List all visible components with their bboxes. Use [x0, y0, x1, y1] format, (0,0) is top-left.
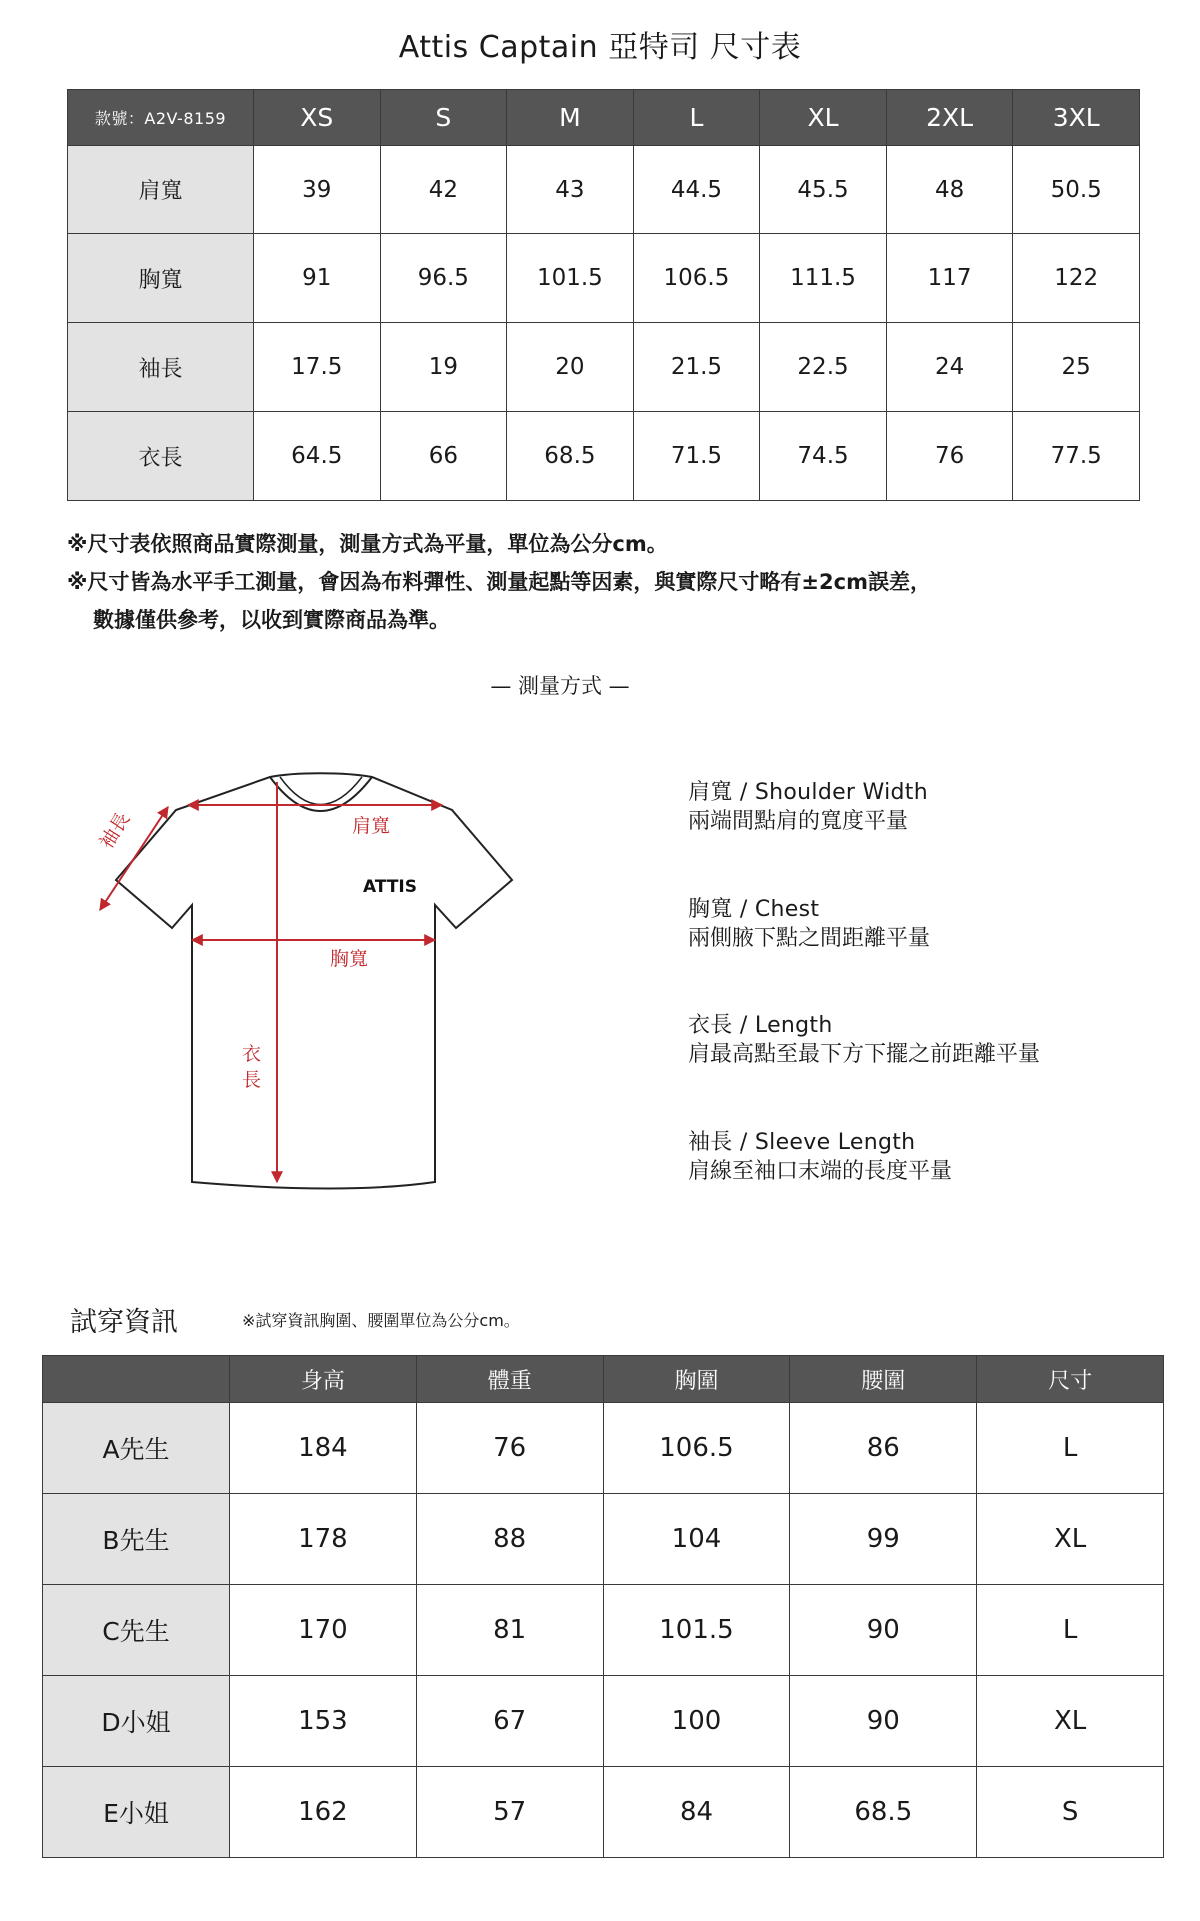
- fit-cell: 106.5: [603, 1403, 790, 1494]
- row-label: 衣長: [68, 412, 254, 501]
- size-cell: 45.5: [760, 146, 887, 234]
- fit-row-label: A先生: [43, 1403, 230, 1494]
- description-text: 兩側腋下點之間距離平量: [688, 926, 931, 951]
- page-title: Attis Captain 亞特司 尺寸表: [398, 30, 802, 65]
- size-cell: 122: [1013, 234, 1140, 323]
- size-header: 2XL: [886, 90, 1013, 146]
- row-label: 肩寬: [68, 146, 254, 234]
- fit-note: ※試穿資訊胸圍、腰圍單位為公分cm。: [242, 1311, 520, 1330]
- fit-cell: XL: [977, 1676, 1164, 1767]
- fit-header-empty: [43, 1356, 230, 1403]
- description-text: 兩端間點肩的寬度平量: [688, 809, 909, 834]
- fit-cell: 57: [416, 1767, 603, 1858]
- fit-row: [43, 1676, 1164, 1767]
- length-description: [688, 1011, 1040, 1069]
- fit-table: [42, 1355, 1164, 1858]
- fit-cell: 184: [230, 1403, 417, 1494]
- fit-cell: 153: [230, 1676, 417, 1767]
- length-label-bottom: 長: [242, 1069, 262, 1091]
- description-title: 胸寬 / Chest: [688, 897, 820, 922]
- size-header: L: [633, 90, 760, 146]
- chest-label: 胸寬: [330, 948, 369, 970]
- size-cell: 64.5: [254, 412, 381, 501]
- size-cell: 43: [507, 146, 634, 234]
- shoulder-description: [688, 778, 928, 836]
- method-title: — 測量方式 —: [490, 674, 630, 698]
- fit-cell: 162: [230, 1767, 417, 1858]
- note-line: ※尺寸皆為水平手工測量，會因為布料彈性、測量起點等因素，與實際尺寸略有±2cm誤差，: [67, 570, 931, 594]
- size-cell: 77.5: [1013, 412, 1140, 501]
- fit-row-label: B先生: [43, 1494, 230, 1585]
- fit-header: 尺寸: [977, 1356, 1164, 1403]
- size-cell: 22.5: [760, 323, 887, 412]
- description-title: 袖長 / Sleeve Length: [688, 1130, 916, 1155]
- size-cell: 44.5: [633, 146, 760, 234]
- note-line: 數據僅供參考，以收到實際商品為準。: [93, 608, 450, 632]
- size-cell: 71.5: [633, 412, 760, 501]
- size-cell: 96.5: [380, 234, 507, 323]
- fit-row: [43, 1585, 1164, 1676]
- size-cell: 101.5: [507, 234, 634, 323]
- measurement-notes: [67, 525, 931, 639]
- sleeve-label: 袖長: [95, 808, 135, 853]
- size-cell: 111.5: [760, 234, 887, 323]
- fit-row-label: E小姐: [43, 1767, 230, 1858]
- fit-row-label: C先生: [43, 1585, 230, 1676]
- fit-title: 試穿資訊: [70, 1307, 178, 1338]
- fit-row: [43, 1767, 1164, 1858]
- style-number: 款號：A2V-8159: [68, 90, 254, 146]
- fit-cell: 90: [790, 1676, 977, 1767]
- fit-cell: S: [977, 1767, 1164, 1858]
- fit-header: 胸圍: [603, 1356, 790, 1403]
- fit-header: 體重: [416, 1356, 603, 1403]
- fit-cell: XL: [977, 1494, 1164, 1585]
- brand-logo: ATTIS: [363, 877, 417, 897]
- size-cell: 21.5: [633, 323, 760, 412]
- size-cell: 106.5: [633, 234, 760, 323]
- fit-cell: 104: [603, 1494, 790, 1585]
- note-line: ※尺寸表依照商品實際測量，測量方式為平量，單位為公分cm。: [67, 532, 668, 556]
- length-label-top: 衣: [242, 1043, 262, 1065]
- size-cell: 25: [1013, 323, 1140, 412]
- description-text: 肩最高點至最下方下擺之前距離平量: [688, 1042, 1041, 1067]
- fit-cell: 76: [416, 1403, 603, 1494]
- fit-cell: 84: [603, 1767, 790, 1858]
- sleeve-description: [688, 1128, 952, 1186]
- row-label: 袖長: [68, 323, 254, 412]
- size-row-sleeve: [68, 323, 1140, 412]
- fit-header: 腰圍: [790, 1356, 977, 1403]
- chest-description: [688, 895, 930, 953]
- size-header: S: [380, 90, 507, 146]
- fit-cell: 170: [230, 1585, 417, 1676]
- fit-cell: 99: [790, 1494, 977, 1585]
- size-cell: 66: [380, 412, 507, 501]
- size-header: 3XL: [1013, 90, 1140, 146]
- size-header: XS: [254, 90, 381, 146]
- size-row-chest: [68, 234, 1140, 323]
- fit-cell: 68.5: [790, 1767, 977, 1858]
- size-cell: 42: [380, 146, 507, 234]
- description-title: 肩寬 / Shoulder Width: [688, 780, 928, 805]
- size-cell: 74.5: [760, 412, 887, 501]
- fit-header-row: [43, 1356, 1164, 1403]
- shirt-outline: [116, 773, 512, 1188]
- fit-row: [43, 1403, 1164, 1494]
- size-cell: 50.5: [1013, 146, 1140, 234]
- size-table: [67, 89, 1140, 501]
- fit-header: 身高: [230, 1356, 417, 1403]
- size-cell: 19: [380, 323, 507, 412]
- size-cell: 117: [886, 234, 1013, 323]
- size-row-shoulder: [68, 146, 1140, 234]
- size-cell: 17.5: [254, 323, 381, 412]
- size-cell: 24: [886, 323, 1013, 412]
- size-cell: 48: [886, 146, 1013, 234]
- description-text: 肩線至袖口末端的長度平量: [688, 1159, 953, 1184]
- fit-cell: 86: [790, 1403, 977, 1494]
- fit-cell: 88: [416, 1494, 603, 1585]
- size-cell: 20: [507, 323, 634, 412]
- fit-cell: 81: [416, 1585, 603, 1676]
- fit-cell: 178: [230, 1494, 417, 1585]
- fit-cell: L: [977, 1403, 1164, 1494]
- size-row-length: [68, 412, 1140, 501]
- size-header-row: [68, 90, 1140, 146]
- size-cell: 76: [886, 412, 1013, 501]
- size-cell: 68.5: [507, 412, 634, 501]
- size-cell: 39: [254, 146, 381, 234]
- size-header: XL: [760, 90, 887, 146]
- fit-row-label: D小姐: [43, 1676, 230, 1767]
- shoulder-label: 肩寬: [352, 815, 391, 837]
- fit-cell: 101.5: [603, 1585, 790, 1676]
- fit-cell: 90: [790, 1585, 977, 1676]
- row-label: 胸寬: [68, 234, 254, 323]
- size-cell: 91: [254, 234, 381, 323]
- fit-cell: L: [977, 1585, 1164, 1676]
- tshirt-diagram: [90, 750, 550, 1210]
- fit-cell: 100: [603, 1676, 790, 1767]
- fit-cell: 67: [416, 1676, 603, 1767]
- fit-row: [43, 1494, 1164, 1585]
- description-title: 衣長 / Length: [688, 1013, 833, 1038]
- size-header: M: [507, 90, 634, 146]
